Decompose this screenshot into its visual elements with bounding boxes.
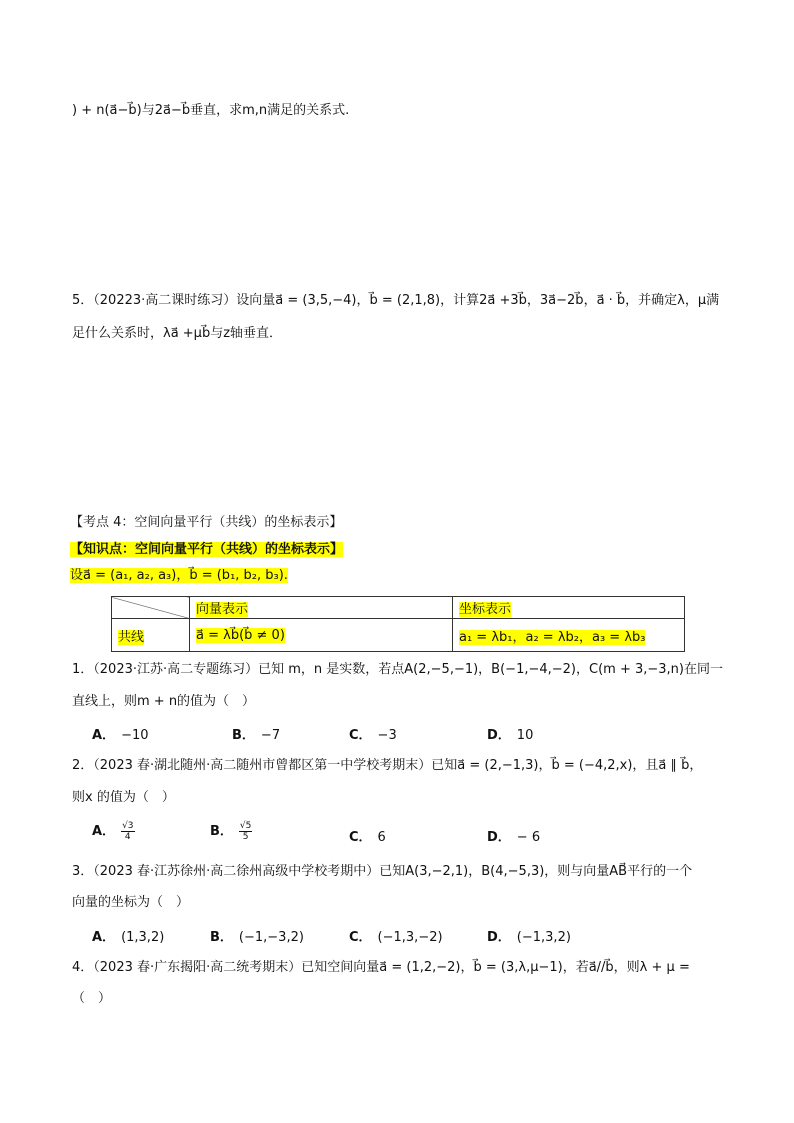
choice-c[interactable]: C． (−1,3,−2)	[349, 930, 443, 945]
prev-problem-continuation: ) + n(a⃗−b⃗)与2a⃗−b⃗垂直，求m,n满足的关系式.	[72, 103, 350, 118]
fraction: $\frac{√5}{5}$	[239, 821, 252, 842]
choice-a[interactable]: A． (1,3,2)	[92, 930, 165, 945]
question-4-line-1: 4．（2023 春·广东揭阳·高二统考期末）已知空间向量a⃗ = (1,2,−2)，b⃗ = (3,λ,μ−1)，若a⃗//b⃗，则λ + μ =	[72, 960, 690, 975]
choice-d[interactable]: D． 10	[487, 728, 534, 743]
table-header-coord: 坐标表示	[453, 597, 685, 619]
question-2-line-1: 2．（2023 春·湖北随州·高二随州市曾都区第一中学校考期末）已知a⃗ = (2,−1,3)，b⃗ = (−4,2,x)，且a⃗ ∥ b⃗，	[72, 758, 703, 773]
question-3-line-2: 向量的坐标为（ ）	[72, 895, 190, 910]
question-1-line-2: 直线上，则m + n的值为（ ）	[72, 694, 256, 709]
collinear-table	[111, 596, 685, 652]
kaodian-heading: 【考点 4：空间向量平行（共线）的坐标表示】	[70, 515, 343, 530]
table-vector-expr: a⃗ = λb⃗(b⃗ ≠ 0)	[190, 619, 453, 652]
choice-b[interactable]: B． $\frac{√5}{5}$	[210, 821, 252, 842]
choice-a[interactable]: A． $\frac{√3}{4}$	[92, 821, 134, 842]
fraction: $\frac{√3}{4}$	[122, 821, 134, 842]
question-2-line-2: 则x 的值为（ ）	[72, 790, 175, 805]
zhishidian-heading	[70, 540, 343, 560]
vector-setup-text: 设a⃗ = (a₁, a₂, a₃)，b⃗ = (b₁, b₂, b₃).	[70, 568, 288, 583]
table-coord-expr: a₁ = λb₁，a₂ = λb₂，a₃ = λb₃	[453, 619, 685, 652]
question-4-line-2: （ ）	[72, 991, 112, 1006]
vector-setup	[70, 566, 288, 586]
choice-b[interactable]: B． (−1,−3,2)	[210, 930, 304, 945]
choice-d[interactable]: D． − 6	[487, 830, 541, 845]
choice-d[interactable]: D． (−1,3,2)	[487, 930, 571, 945]
question-3-line-1: 3．（2023 春·江苏徐州·高二徐州高级中学校考期中）已知A(3,−2,1)，B(4,−5,3)，则与向量AB⃗平行的一个	[72, 864, 693, 879]
table-corner-cell	[112, 597, 190, 619]
problem-5-line-1: 5．（20223·高二课时练习）设向量a⃗ = (3,5,−4)，b⃗ = (2,1,8)，计算2a⃗ +3b⃗，3a⃗−2b⃗，a⃗ · b⃗，并确定λ，μ满	[72, 293, 720, 308]
choice-c[interactable]: C． 6	[349, 830, 386, 845]
choice-a[interactable]: A． −10	[92, 728, 149, 743]
problem-5-line-2: 足什么关系时，λa⃗ +μb⃗与z轴垂直．	[72, 326, 283, 341]
choice-c[interactable]: C． −3	[349, 728, 397, 743]
zhishidian-label: 【知识点：空间向量平行（共线）的坐标表示】	[70, 542, 344, 557]
table-header-vector: 向量表示	[190, 597, 453, 619]
choice-b[interactable]: B． −7	[232, 728, 281, 743]
table-row-label: 共线	[112, 619, 190, 652]
question-1-line-1: 1．（2023·江苏·高二专题练习）已知 m，n 是实数，若点A(2,−5,−1)，B(−1,−4,−2)，C(m + 3,−3,n)在同一	[72, 662, 723, 677]
